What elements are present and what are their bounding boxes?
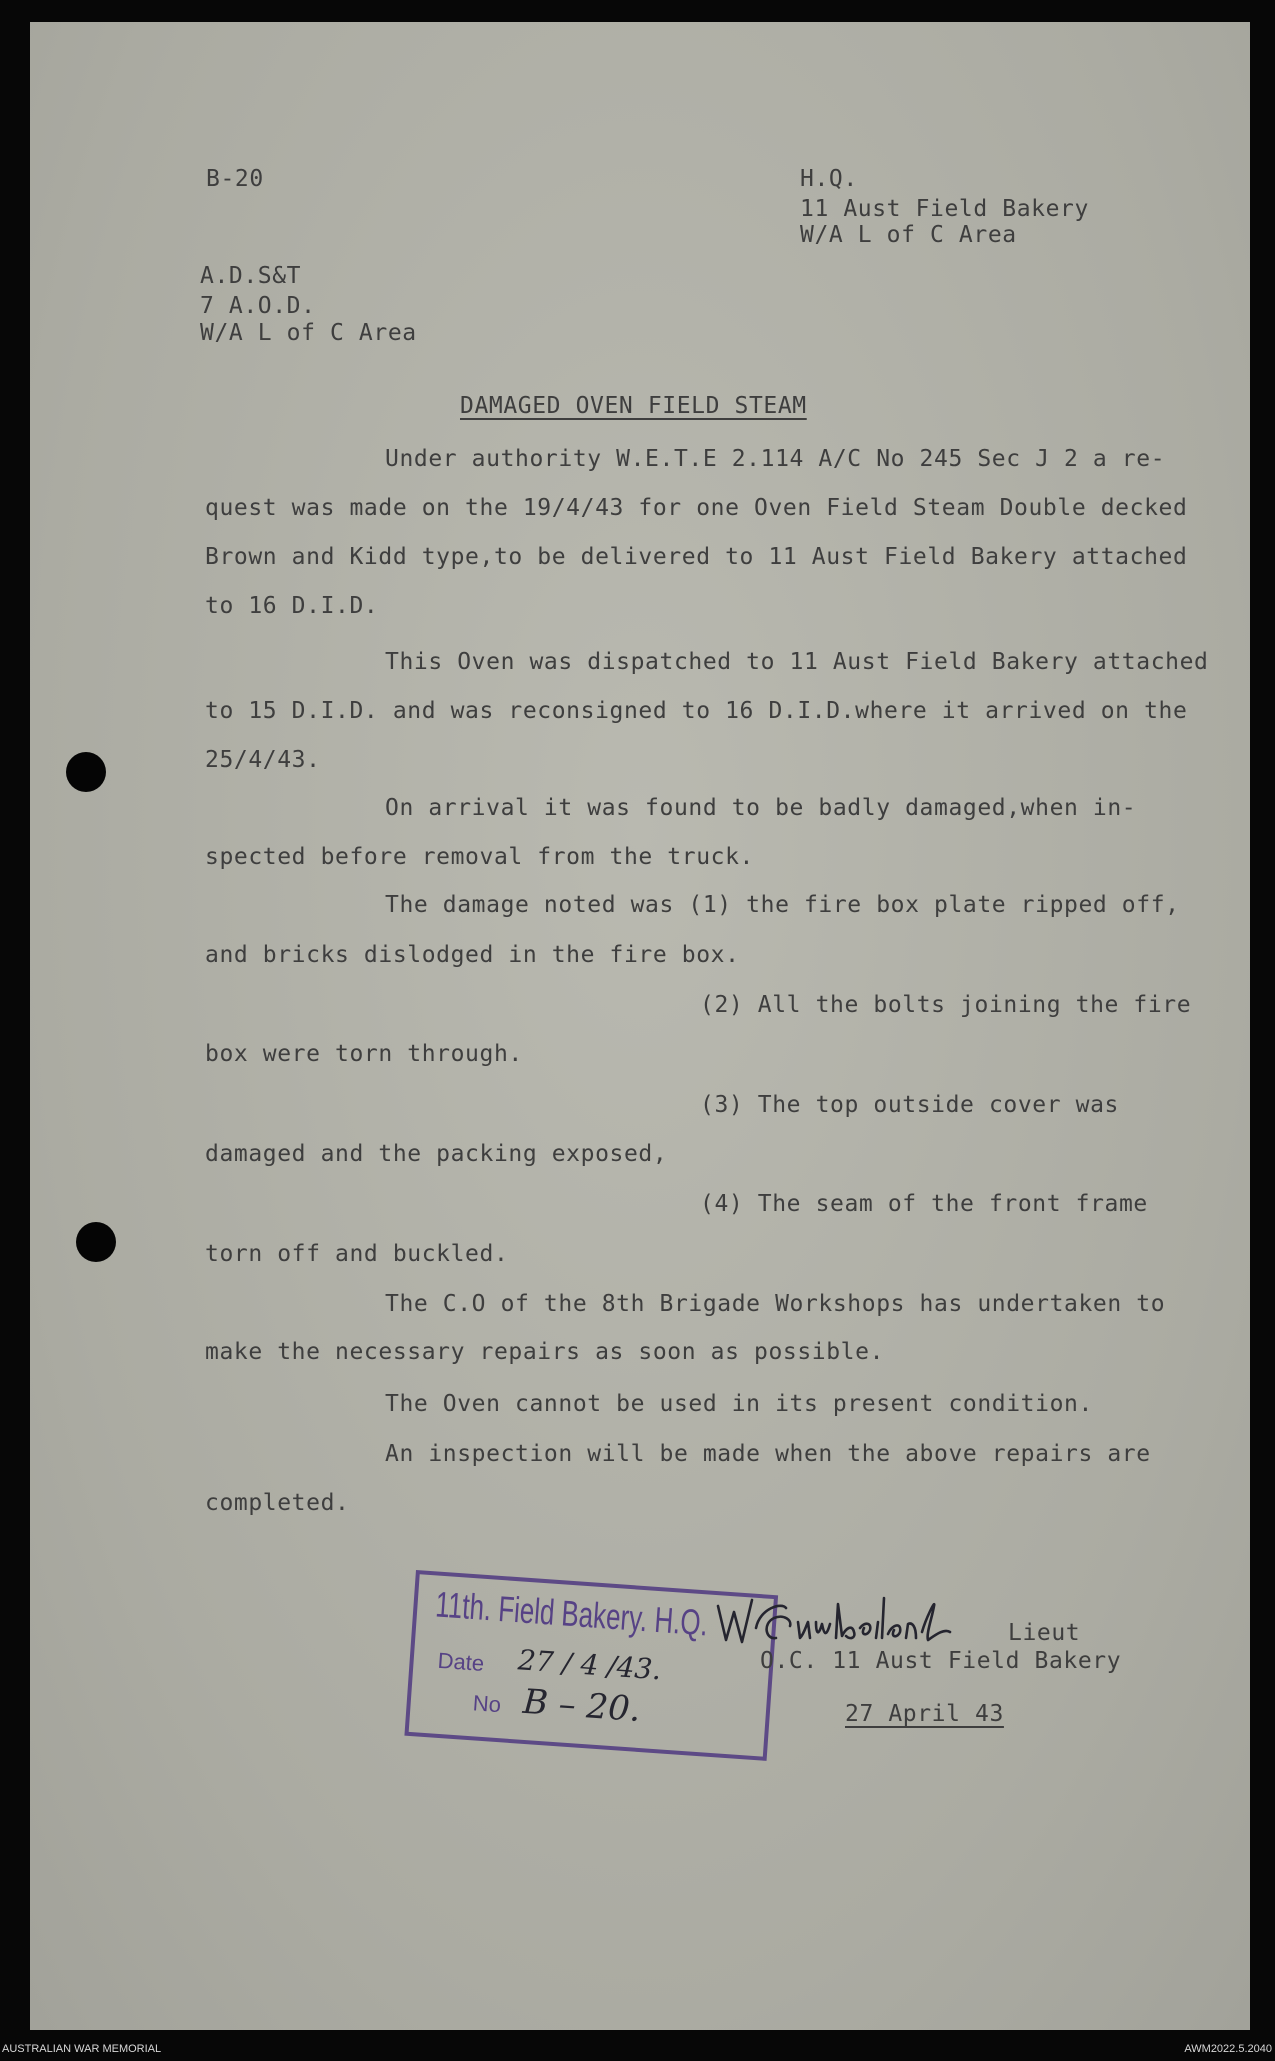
body-line: spected before removal from the truck.	[205, 844, 754, 870]
body-line: to 16 D.I.D.	[205, 593, 379, 619]
archive-credit: AUSTRALIAN WAR MEMORIAL	[2, 2043, 162, 2055]
stamp-no-label: No	[472, 1690, 502, 1718]
body-line: make the necessary repairs as soon as possible.	[205, 1339, 885, 1365]
stamp-date-handwritten: 27 / 4 /43.	[516, 1643, 663, 1687]
body-line: (2) All the bolts joining the fire	[700, 992, 1192, 1018]
punch-hole-bottom	[76, 1222, 116, 1262]
body-line: The C.O of the 8th Brigade Workshops has undertaken to	[385, 1291, 1166, 1317]
body-line: The Oven cannot be used in its present condition.	[385, 1391, 1093, 1417]
document-heading: DAMAGED OVEN FIELD STEAM	[460, 393, 807, 419]
body-line: box were torn through.	[205, 1041, 523, 1067]
sender-line-3: W/A L of C Area	[800, 222, 1017, 248]
body-line: torn off and buckled.	[205, 1241, 509, 1267]
recipient-line-1: A.D.S&T	[200, 263, 302, 289]
sender-line-2: 11 Aust Field Bakery	[800, 196, 1089, 222]
body-line: to 15 D.I.D. and was reconsigned to 16 D.I.D.where it arrived on the	[205, 698, 1188, 724]
body-line: quest was made on the 19/4/43 for one Oven Field Steam Double decked	[205, 495, 1188, 521]
body-line: The damage noted was (1) the fire box plate ripped off,	[385, 892, 1180, 918]
body-line: (3) The top outside cover was	[700, 1092, 1119, 1118]
reference-number: B-20	[206, 166, 264, 192]
body-line: completed.	[205, 1490, 350, 1516]
recipient-line-2: 7 A.O.D.	[200, 293, 316, 319]
body-line: (4) The seam of the front frame	[700, 1191, 1148, 1217]
body-line: This Oven was dispatched to 11 Aust Field Bakery attached	[385, 649, 1209, 675]
body-line: An inspection will be made when the above repairs are	[385, 1441, 1151, 1467]
body-line: Brown and Kidd type,to be delivered to 11 Aust Field Bakery attached	[205, 544, 1188, 570]
recipient-line-3: W/A L of C Area	[200, 320, 417, 346]
signature-date: 27 April 43	[845, 1701, 1004, 1727]
body-line: and bricks dislodged in the fire box.	[205, 942, 740, 968]
sender-line-1: H.Q.	[800, 166, 858, 192]
stamp-title: 11th. Field Bakery. H.Q.	[434, 1583, 710, 1644]
signatory-rank: Lieut	[1008, 1620, 1081, 1646]
archive-reference: AWM2022.5.2040	[1184, 2043, 1272, 2055]
body-line: damaged and the packing exposed,	[205, 1141, 668, 1167]
stamp-number-handwritten: B – 20.	[521, 1681, 642, 1730]
stamp-date-label: Date	[436, 1647, 486, 1676]
body-line: 25/4/43.	[205, 747, 321, 773]
signatory-title: O.C. 11 Aust Field Bakery	[760, 1648, 1122, 1674]
body-line: Under authority W.E.T.E 2.114 A/C No 245 Sec J 2 a re-	[385, 446, 1166, 472]
punch-hole-top	[66, 752, 106, 792]
body-line: On arrival it was found to be badly damaged,when in-	[385, 795, 1137, 821]
